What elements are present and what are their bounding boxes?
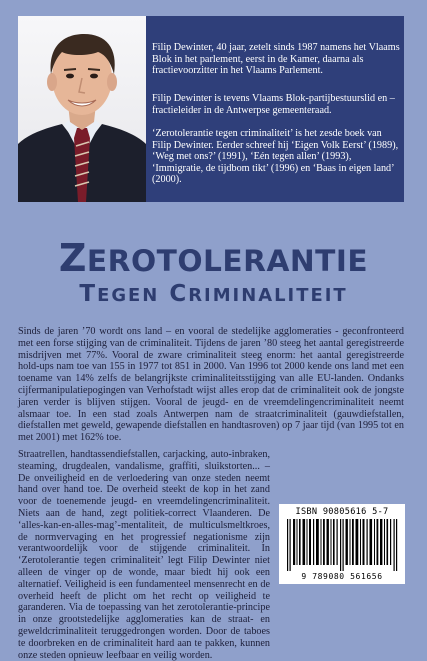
title-initial-t: T (79, 281, 98, 307)
barcode (279, 504, 405, 584)
book-title-line-2 (0, 281, 427, 307)
author-photo (18, 16, 146, 202)
barcode-bars (285, 519, 399, 571)
book-title-line-1 (0, 236, 427, 280)
title-initial-z: Z (58, 236, 87, 280)
isbn-label: ISBN 90805616 5-7 (295, 507, 389, 517)
ean-number: 9 789080 561656 (301, 572, 383, 581)
title-initial-c: C (169, 281, 189, 307)
title-rest-1: EROTOLERANTIE (86, 243, 369, 278)
bio-paragraph-2: Filip Dewinter is tevens Vlaams Blok-partijbestuurslid en –fractieleider in de Antwerpse gemeenteraad. (152, 93, 395, 116)
bio-paragraph-3: ‘Zerotolerantie tegen criminaliteit’ is het zesde boek van Filip Dewinter. Eerder schreef hij ‘Eigen Volk Eerst’ (1989), ‘Weg met ons?’ (1991), ‘Eén tegen allen’ (1993), ‘Immigratie, de tijdbom tikt’ (1996) en ‘Baas in eigen land’ (2000). (152, 128, 399, 186)
author-bio (152, 16, 400, 202)
blurb-paragraph-1: Sinds de jaren ’70 wordt ons land – en vooral de stedelijke agglomeraties - geconfronteerd met een forse stijging van de criminaliteit. Tijdens de jaren ’80 steeg het aantal geregistreerde misdrijven met 77%. Vooral de zware criminaliteit steeg enorm: het aantal geregistreerde hold-ups nam toe van 155 in 1977 tot 851 in 2000. Van 1996 tot 2000 kende ons land met een toename van 14% zelfs de belangrijkste criminaliteitsstijging van alle EU-landen. Ondanks cijfermanipulatiepogingen van Verhofstadt wijst alles erop dat de criminaliteit ook de jongste jaren verder is blijven stijgen. Vooral de jeugd- en de vreemdelingencriminaliteit neemt alsmaar toe. In een stad zoals Antwerpen nam de straatcriminaliteit (gauwdiefstallen, diefstallen met geweld, gewapende diefstallen en handtasroven) op 7 jaar tijd (van 1995 tot en met 2001) met 162% toe. (18, 326, 404, 444)
bio-paragraph-1: Filip Dewinter, 40 jaar, zetelt sinds 1987 namens het Vlaams Blok in het parlement, eerst in de Kamer, daarna als fractievoorzitter in het Vlaams Parlement. (152, 42, 400, 77)
author-panel (18, 16, 404, 202)
blurb-paragraph-2: Straatrellen, handtassendiefstallen, carjacking, auto-inbraken, steaming, drugdealen, vandalisme, graffiti, sluikstorten... – De onveiligheid en de verloedering van onze steden neemt hand over hand toe. De overheid steekt de kop in het zand voor de toenemende jeugd- en vreemdelingencriminaliteit. Niets aan de hand, zegt politiek-correct Vlaanderen. De ‘alles-kan-en-alles-mag’-mentaliteit, de multiculsmeltkroes, de normvervaging en het progressief negationisme zijn verantwoordelijk voor de stijgende criminaliteit. In ‘Zerotolerantie tegen criminaliteit’ legt Filip Dewinter niet alleen de vinger op de wonde, maar biedt hij ook een alternatief. Veiligheid is een fundamenteel mensenrecht en de overheid heeft de plicht om het recht op veiligheid te garanderen. Via de toepassing van het zerotolerantie-principe in onze grootstedelijke agglomeraties kan de straat- en geweldcriminaliteit teruggedrongen worden. Door de taboes te doorbreken en de criminaliteit hard aan te pakken, kunnen onze steden opnieuw leefbaar en veilig worden. (18, 449, 270, 661)
title-rest-2a: EGEN (97, 285, 160, 306)
title-rest-2b: RIMINALITEIT (188, 285, 348, 306)
author-portrait-image (18, 16, 146, 202)
